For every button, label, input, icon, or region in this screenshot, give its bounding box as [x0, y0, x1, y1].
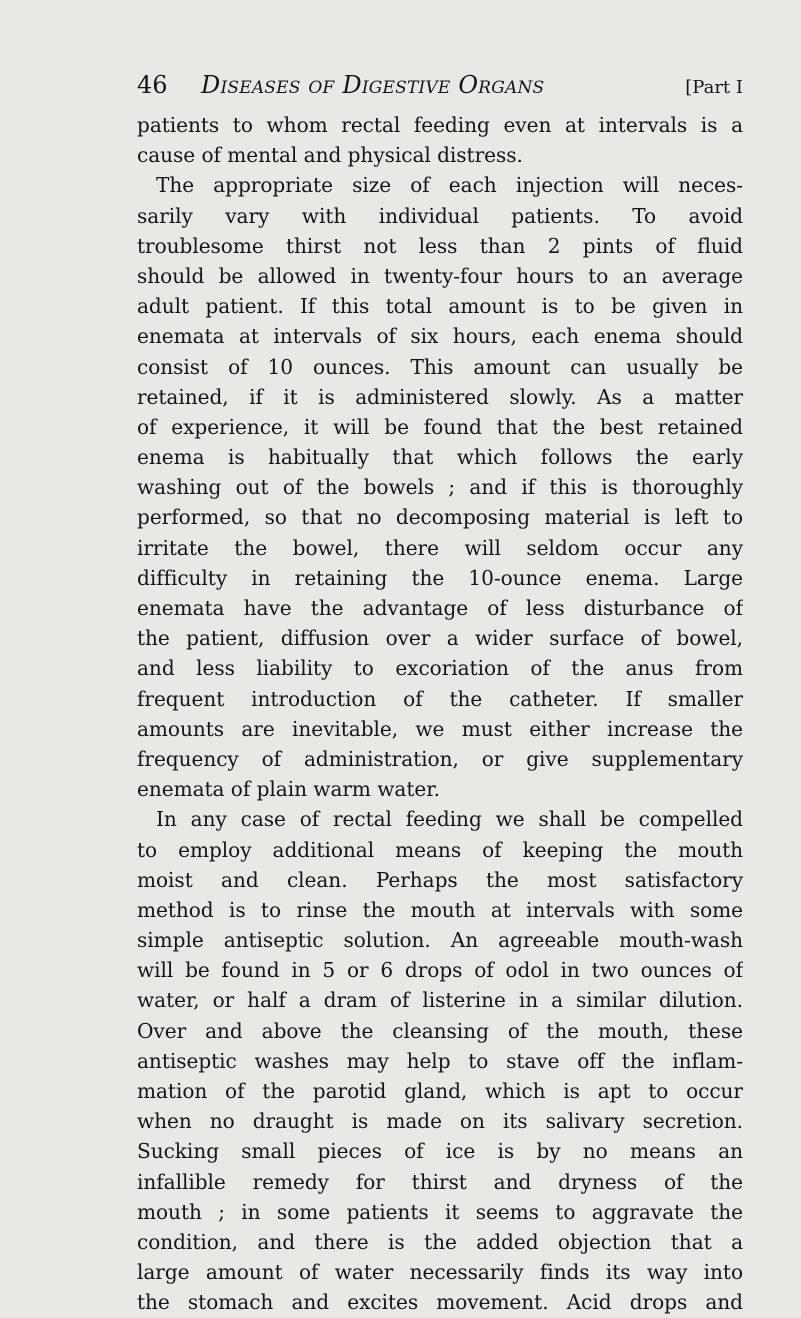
text-line: should be allowed in twenty-four hours to an average — [137, 263, 743, 288]
text-line: enemata of plain warm water. — [137, 777, 440, 802]
text-line: retained, if it is administered slowly. As a matter — [137, 384, 743, 409]
text-line: simple antiseptic solution. An agreeable mouth-wash — [137, 928, 743, 953]
text-line: cause of mental and physical distress. — [137, 143, 523, 168]
text-line: when no draught is made on its salivary secretion. — [137, 1109, 743, 1134]
text-line: infallible remedy for thirst and dryness of the — [137, 1169, 743, 1194]
text-line: The appropriate size of each injection will neces- — [156, 173, 743, 198]
text-line: In any case of rectal feeding we shall be compelled — [156, 807, 743, 832]
part-label: [Part I — [685, 77, 743, 98]
text-line: patients to whom rectal feeding even at intervals is a — [137, 113, 743, 137]
text-line: washing out of the bowels ; and if this is thoroughly — [137, 475, 743, 500]
text-line: Sucking small pieces of ice is by no means an — [137, 1139, 743, 1164]
text-line: moist and clean. Perhaps the most satisfactory — [137, 867, 743, 892]
running-head — [137, 73, 743, 115]
text-line: mouth ; in some patients it seems to aggravate the — [137, 1199, 743, 1224]
text-line: frequent introduction of the catheter. If smaller — [137, 686, 743, 711]
text-line: condition, and there is the added objection that a — [137, 1229, 743, 1254]
text-line: enemata have the advantage of less disturbance of — [137, 596, 743, 620]
running-title: Diseases of Digestive Organs — [201, 71, 545, 99]
text-line: adult patient. If this total amount is to be given in — [137, 294, 743, 319]
text-line: antiseptic washes may help to stave off the inflam- — [137, 1048, 743, 1073]
text-line: consist of 10 ounces. This amount can usually be — [137, 354, 743, 379]
body-text — [137, 110, 743, 1318]
text-line: enema is habitually that which follows the early — [137, 445, 743, 470]
text-line: difficulty in retaining the 10-ounce enema. Large — [137, 565, 743, 590]
text-line: frequency of administration, or give supplementary — [137, 746, 743, 771]
text-line: sarily vary with individual patients. To avoid — [137, 203, 743, 228]
text-line: the patient, diffusion over a wider surface of bowel, — [137, 626, 743, 651]
text-line: irritate the bowel, there will seldom occur any — [137, 535, 743, 560]
text-line: the stomach and excites movement. Acid drops and — [137, 1290, 743, 1315]
text-line: to employ additional means of keeping the mouth — [137, 837, 743, 862]
text-line: enemata at intervals of six hours, each enema should — [137, 324, 743, 349]
text-line: water, or half a dram of listerine in a similar dilution. — [137, 988, 743, 1013]
text-line: will be found in 5 or 6 drops of odol in two ounces of — [137, 958, 743, 983]
text-line: method is to rinse the mouth at intervals with some — [137, 897, 743, 922]
text-line: troublesome thirst not less than 2 pints of fluid — [137, 233, 743, 258]
text-line: performed, so that no decomposing material is left to — [137, 505, 743, 530]
text-line: of experience, it will be found that the best retained — [137, 414, 743, 439]
text-line: large amount of water necessarily finds its way into — [137, 1260, 743, 1285]
text-line: amounts are inevitable, we must either increase the — [137, 716, 743, 741]
text-line: mation of the parotid gland, which is apt to occur — [137, 1079, 743, 1103]
text-line: and less liability to excoriation of the anus from — [137, 656, 743, 681]
page-number: 46 — [137, 71, 168, 99]
text-line: Over and above the cleansing of the mouth, these — [137, 1018, 743, 1043]
